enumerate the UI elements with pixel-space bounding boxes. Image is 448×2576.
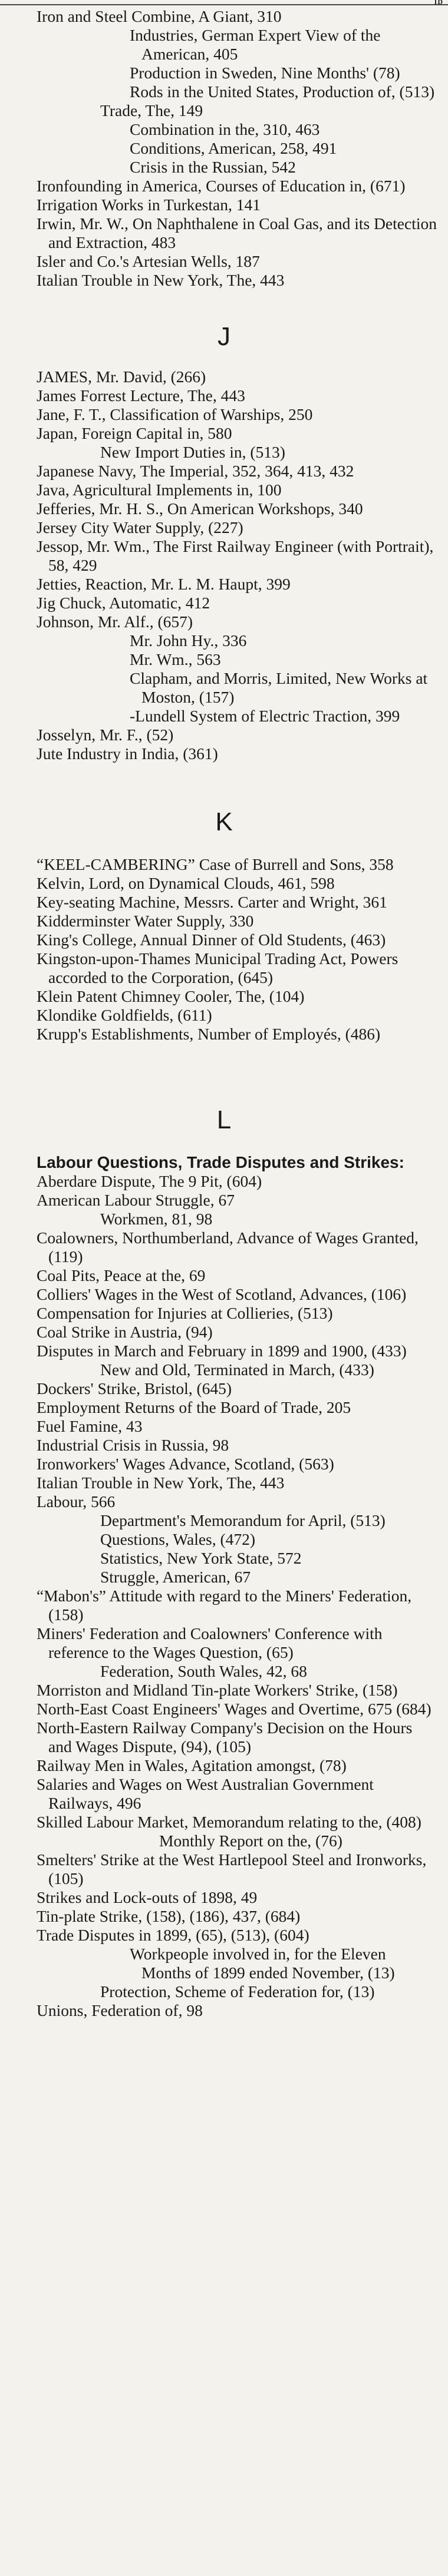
index-entry: Fuel Famine, 43 (37, 1417, 143, 1435)
index-entry: Japanese Navy, The Imperial, 352, 364, 413, 432 (37, 462, 354, 480)
index-entry: Kingston-upon-Thames Municipal Trading Act, Powers accorded to the Corporation, (645) (37, 949, 398, 986)
index-entry: Italian Trouble in New York, The, 443 (37, 271, 285, 289)
index-entry: Klondike Goldfields, (611) (37, 1006, 212, 1024)
index-entry: Klein Patent Chimney Cooler, The, (104) (37, 987, 305, 1005)
index-subentry: Industries, German Expert View of the American, 405 (130, 26, 381, 63)
index-entry: Coalowners, Northumberland, Advance of Wages Granted, (119) (37, 1229, 419, 1266)
index-entry: Colliers' Wages in the West of Scotland, Advances, (106) (37, 1285, 407, 1303)
index-subentry: Rods in the United States, Production of, (513) (130, 82, 435, 101)
index-subentry: New Import Duties in, (513) (100, 443, 285, 461)
index-entry: Ironworkers' Wages Advance, Scotland, (563) (37, 1455, 334, 1473)
index-entry: Ironfounding in America, Courses of Education in, (671) (37, 177, 406, 195)
index-entry: Dockers' Strike, Bristol, (645) (37, 1379, 232, 1398)
section-letter: L (216, 1105, 232, 1134)
index-entry: Industrial Crisis in Russia, 98 (37, 1436, 229, 1454)
section-letter: K (215, 807, 233, 836)
section-letter: J (218, 322, 230, 351)
index-subentry: Questions, Wales, (472) (100, 1530, 256, 1548)
index-entry: Tin-plate Strike, (158), (186), 437, (684) (37, 1907, 301, 1925)
index-entry: Trade Disputes in 1899, (65), (513), (604) (37, 1926, 309, 1944)
index-entry: James Forrest Lecture, The, 443 (37, 386, 245, 405)
index-subentry: Mr. Wm., 563 (130, 650, 221, 668)
index-entry: Krupp's Establishments, Number of Employés, (486) (37, 1025, 381, 1043)
index-subentry: Protection, Scheme of Federation for, (13) (100, 1982, 375, 2001)
index-entry: Smelters' Strike at the West Hartlepool Steel and Ironworks, (105) (37, 1850, 427, 1888)
page-top-rule (0, 0, 448, 5)
index-subentry: Trade, The, 149 (100, 101, 203, 120)
index-entry: Irwin, Mr. W., On Naphthalene in Coal Gas, and its Detection and Extraction, 483 (37, 214, 437, 251)
index-entry: Jig Chuck, Automatic, 412 (37, 594, 210, 612)
index-entry: Aberdare Dispute, The 9 Pit, (604) (37, 1172, 262, 1190)
index-entry: Key-seating Machine, Messrs. Carter and Wright, 361 (37, 893, 387, 911)
index-entry: “Mabon's” Attitude with regard to the Miners' Federation, (158) (37, 1587, 412, 1624)
index-entry: Japan, Foreign Capital in, 580 (37, 424, 232, 442)
index-entry: Irrigation Works in Turkestan, 141 (37, 196, 261, 214)
index-entry: Jefferies, Mr. H. S., On American Workshops, 340 (37, 499, 363, 518)
index-entry: Kelvin, Lord, on Dynamical Clouds, 461, 598 (37, 874, 335, 892)
index-entry: Java, Agricultural Implements in, 100 (37, 481, 282, 499)
index-entry: Employment Returns of the Board of Trade, 205 (37, 1398, 351, 1416)
index-subentry: Workpeople involved in, for the Eleven Months of 1899 ended November, (13) (130, 1945, 395, 1982)
index-subentry: Crisis in the Russian, 542 (130, 158, 296, 176)
index-page (0, 7, 448, 2020)
index-entry: American Labour Struggle, 67 (37, 1191, 235, 1209)
index-entry: Jersey City Water Supply, (227) (37, 518, 243, 537)
index-section-l (0, 1102, 448, 2020)
index-entry: Railway Men in Wales, Agitation amongst, (78) (37, 1756, 347, 1774)
index-subentry: Struggle, American, 67 (100, 1568, 251, 1586)
index-entry: Josselyn, Mr. F., (52) (37, 726, 174, 744)
index-entry: Jute Industry in India, (361) (37, 744, 218, 763)
index-section-j (0, 319, 448, 763)
header-fragment: ID (434, 0, 443, 6)
index-entry: Jane, F. T., Classification of Warships, 250 (37, 405, 313, 423)
top-rule-line (0, 4, 448, 5)
index-subentry: Clapham, and Morris, Limited, New Works at Moston, (157) (130, 669, 428, 706)
index-entry: Jetties, Reaction, Mr. L. M. Haupt, 399 (37, 575, 291, 593)
index-entry: North-Eastern Railway Company's Decision on the Hours and Wages Dispute, (94), (105) (37, 1719, 413, 1756)
index-entry: Salaries and Wages on West Australian Government Railways, 496 (37, 1775, 374, 1812)
index-entry: “KEEL-CAMBERING” Case of Burrell and Sons, 358 (37, 855, 394, 873)
index-entry: Coal Pits, Peace at the, 69 (37, 1266, 206, 1284)
index-entry: Skilled Labour Market, Memorandum relating to the, (408) (37, 1813, 421, 1831)
index-entry: Johnson, Mr. Alf., (657) (37, 612, 193, 631)
index-entry: Miners' Federation and Coalowners' Conference with reference to the Wages Question, (65) (37, 1624, 383, 1661)
index-subentry: Production in Sweden, Nine Months' (78) (130, 64, 400, 82)
subject-heading: Labour Questions, Trade Disputes and Strikes: (37, 1153, 404, 1171)
index-subentry: Workmen, 81, 98 (100, 1210, 213, 1228)
index-entry: North-East Coast Engineers' Wages and Overtime, 675 (684) (37, 1700, 431, 1718)
index-entry: JAMES, Mr. David, (266) (37, 367, 206, 386)
index-entry: Coal Strike in Austria, (94) (37, 1323, 213, 1341)
index-entry: King's College, Annual Dinner of Old Students, (463) (37, 931, 386, 949)
index-entry: Iron and Steel Combine, A Giant, 310 (37, 7, 282, 25)
index-section-continued (0, 7, 448, 290)
index-entry: Disputes in March and February in 1899 and 1900, (433) (37, 1342, 407, 1360)
index-entry: Unions, Federation of, 98 (37, 2001, 203, 2019)
index-subentry: Conditions, American, 258, 491 (130, 139, 337, 157)
index-entry: Compensation for Injuries at Collieries, (513) (37, 1304, 333, 1322)
index-entry: Kidderminster Water Supply, 330 (37, 912, 254, 930)
index-subentry: New and Old, Terminated in March, (433) (100, 1360, 374, 1379)
index-subentry: Combination in the, 310, 463 (130, 120, 320, 138)
index-subentry: Monthly Report on the, (76) (159, 1832, 342, 1850)
index-entry: Labour, 566 (37, 1492, 116, 1511)
index-subentry: Federation, South Wales, 42, 68 (100, 1662, 307, 1680)
index-section-k (0, 804, 448, 1044)
index-subentry: Statistics, New York State, 572 (100, 1549, 302, 1567)
index-entry: Italian Trouble in New York, The, 443 (37, 1474, 285, 1492)
index-subentry: -Lundell System of Electric Traction, 399 (130, 707, 400, 725)
index-subentry: Department's Memorandum for April, (513) (100, 1511, 386, 1529)
index-entry: Isler and Co.'s Artesian Wells, 187 (37, 252, 260, 270)
index-entry: Jessop, Mr. Wm., The First Railway Engineer (with Portrait), 58, 429 (37, 537, 434, 574)
index-entry: Morriston and Midland Tin-plate Workers' Strike, (158) (37, 1681, 398, 1699)
index-subentry: Mr. John Hy., 336 (130, 631, 247, 650)
index-entry: Strikes and Lock-outs of 1898, 49 (37, 1888, 258, 1906)
